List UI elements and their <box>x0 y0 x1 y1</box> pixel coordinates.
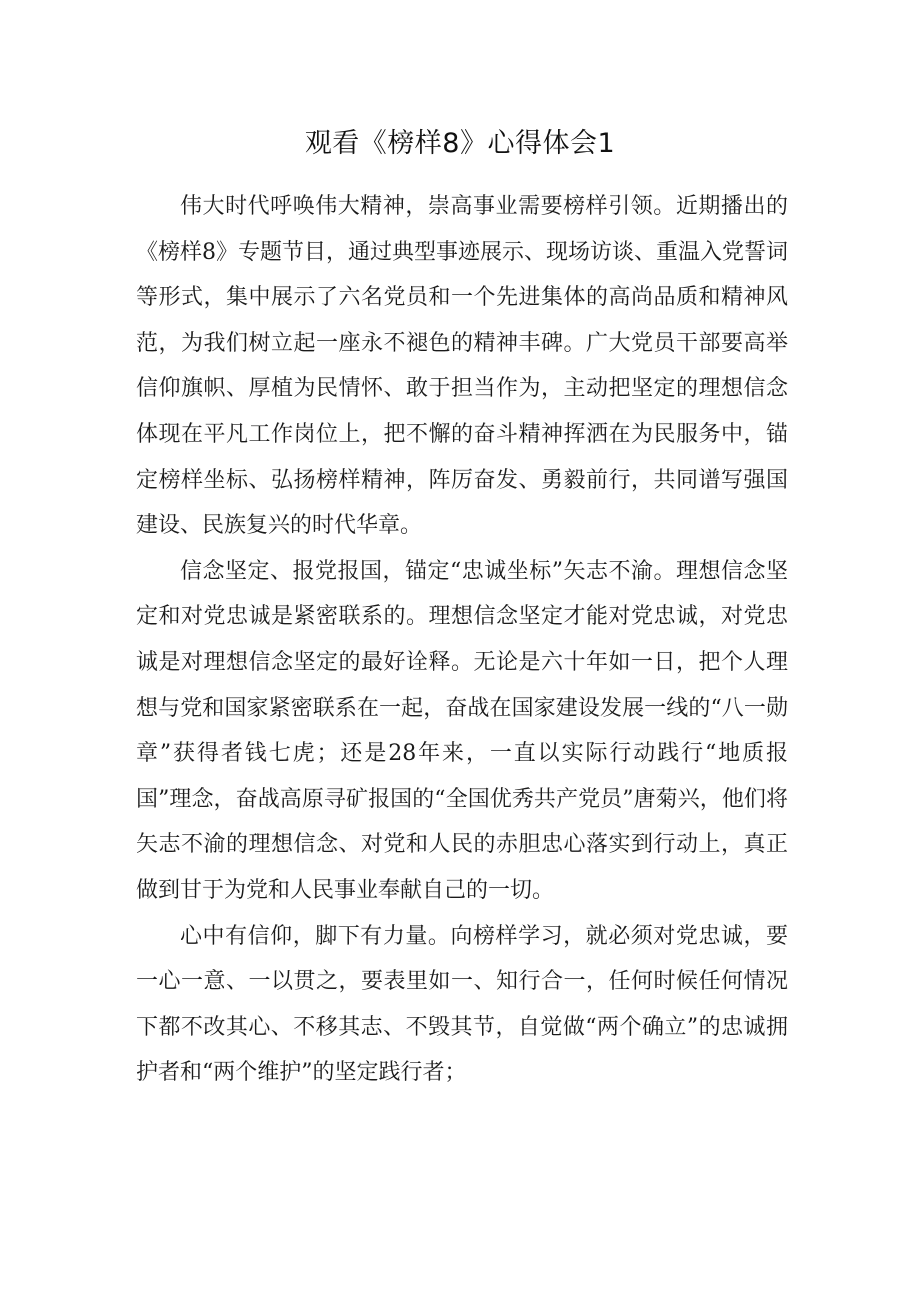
paragraph-2: 信念坚定、报党报国，锚定“忠诚坐标”矢志不渝。理想信念坚定和对党忠诚是紧密联系的。理想信念坚定才能对党忠诚，对党忠诚是对理想信念坚定的最好诠释。无论是六十年如一日，把个人理想与党和国家紧密联系在一起，奋战在国家建设发展一线的“八一勋章”获得者钱七虎；还是28年来，一直以实际行动践行“地质报国”理念，奋战高原寻矿报国的“全国优秀共产党员”唐菊兴，他们将矢志不渝的理想信念、对党和人民的赤胆忠心落实到行动上，真正做到甘于为党和人民事业奉献自己的一切。 <box>136 558 788 903</box>
document-title: 观看《榜样8》心得体会1 <box>304 128 616 159</box>
paragraph-1: 伟大时代呼唤伟大精神，崇高事业需要榜样引领。近期播出的《榜样8》专题节目，通过典型事迹展示、现场访谈、重温入党誓词等形式，集中展示了六名党员和一个先进集体的高尚品质和精神风范，为我们树立起一座永不褪色的精神丰碑。广大党员干部要高举信仰旗帜、厚植为民情怀、敢于担当作为，主动把坚定的理想信念体现在平凡工作岗位上，把不懈的奋斗精神挥洒在为民服务中，锚定榜样坐标、弘扬榜样精神，阵厉奋发、勇毅前行，共同谱写强国建设、民族复兴的时代华章。 <box>136 194 788 539</box>
document-body <box>136 184 788 1096</box>
paragraph-3: 心中有信仰，脚下有力量。向榜样学习，就必须对党忠诚，要一心一意、一以贯之，要表里如一、知行合一，任何时候任何情况下都不改其心、不移其志、不毁其节，自觉做“两个确立”的忠诚拥护者和“两个维护”的坚定践行者； <box>136 923 788 1086</box>
